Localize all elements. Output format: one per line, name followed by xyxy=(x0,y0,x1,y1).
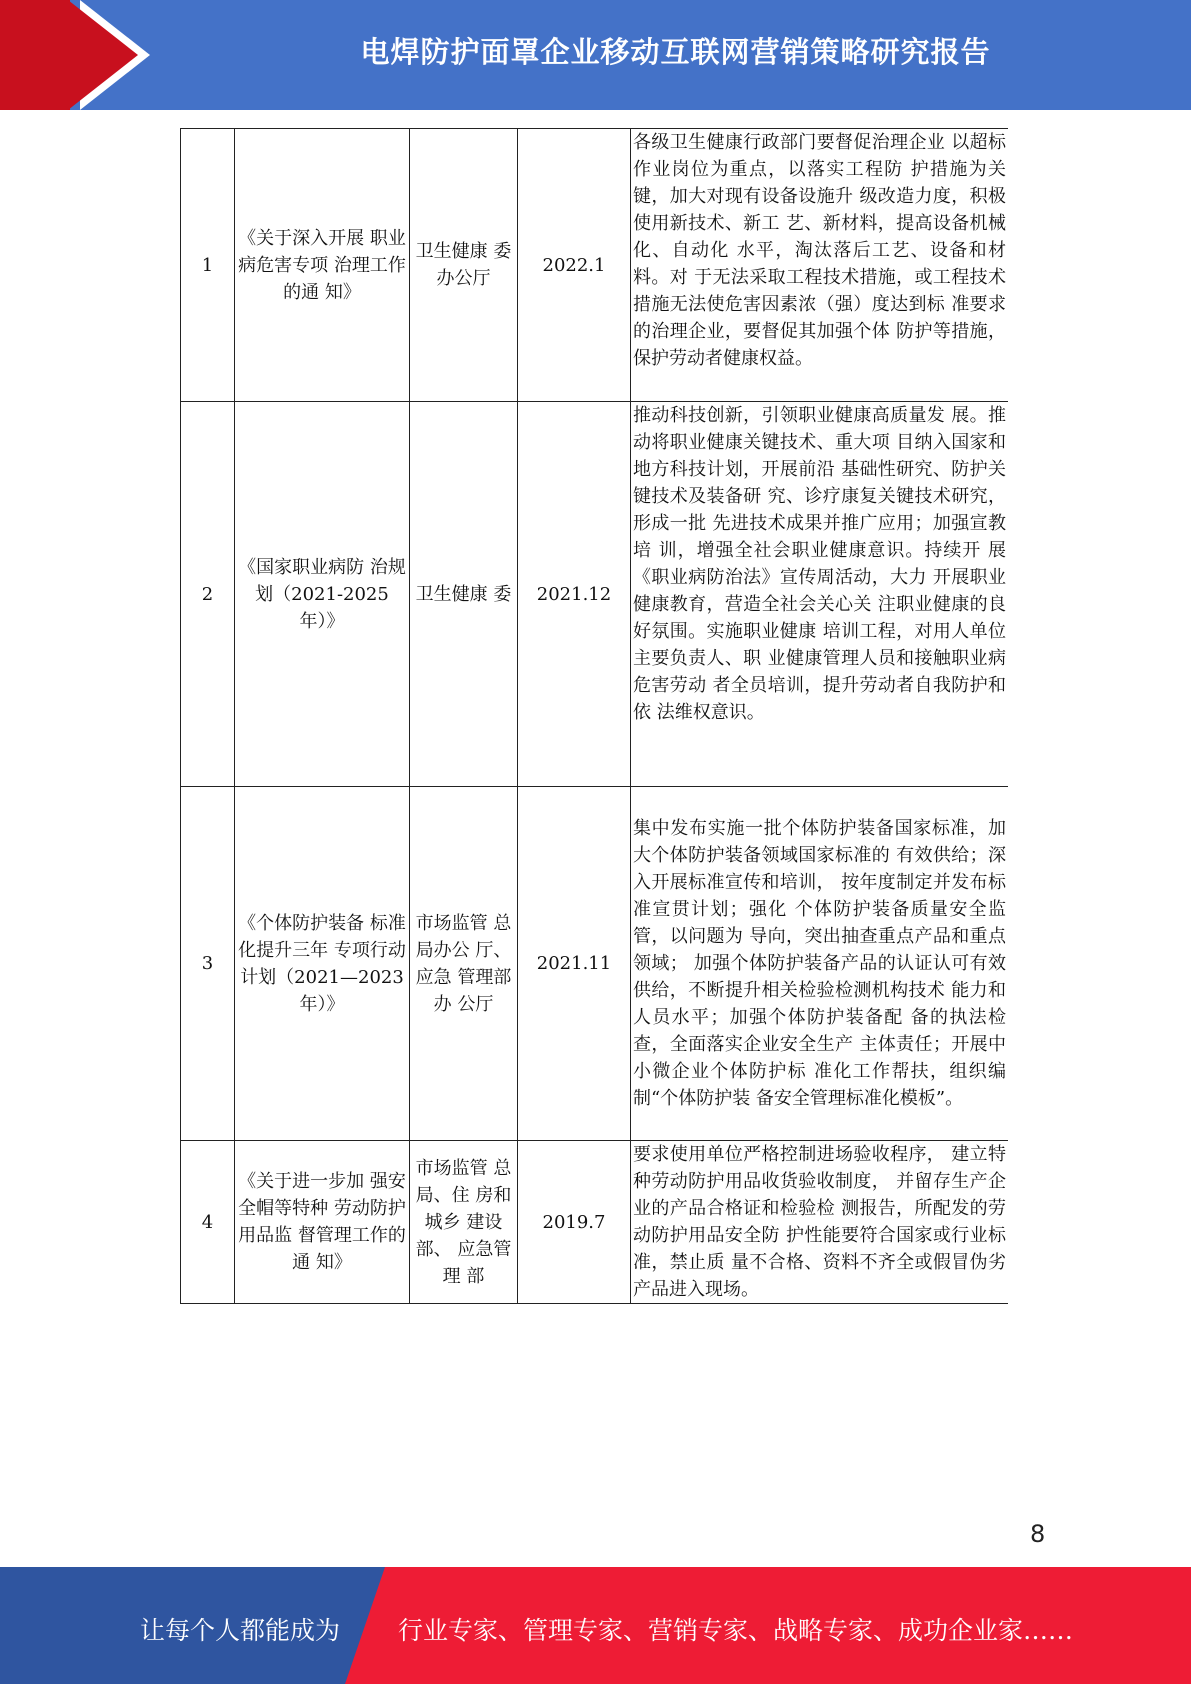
table-row xyxy=(181,402,1009,787)
policy-name: 《个体防护装备 标准化提升三年 专项行动计划（2021—2023 年）》 xyxy=(235,787,410,1141)
policy-content: 各级卫生健康行政部门要督促治理企业 以超标作业岗位为重点，以落实工程防 护措施为关键，加大对现有设备设施升 级改造力度，积极使用新技术、新工 艺、新材料，提高设备机械化、自动化 水平，淘汰落后工艺、设备和材料。对 于无法采取工程技术措施，或工程技术 措施无法使危害因素浓（强）度达到标 准要求的治理企业，要督促其加强个体 防护等措施，保护劳动者健康权益。 xyxy=(631,129,1009,402)
issuing-department: 市场监管 总局、住 房和城乡 建设部、 应急管理 部 xyxy=(410,1141,518,1304)
footer-blue-slant xyxy=(345,1567,385,1684)
issue-date: 2021.12 xyxy=(518,402,631,787)
issuing-department: 市场监管 总局办公 厅、应急 管理部办 公厅 xyxy=(410,787,518,1141)
table-row xyxy=(181,129,1009,402)
page-footer xyxy=(0,1567,1191,1684)
policy-name: 《国家职业病防 治规划（2021-2025 年）》 xyxy=(235,402,410,787)
policy-table xyxy=(180,128,1008,1304)
row-number: 2 xyxy=(181,402,235,787)
issue-date: 2022.1 xyxy=(518,129,631,402)
page-number: 8 xyxy=(1030,1520,1046,1548)
row-number: 1 xyxy=(181,129,235,402)
page-header xyxy=(0,0,1191,110)
table-row xyxy=(181,787,1009,1141)
header-red-block xyxy=(0,0,70,110)
policy-content: 推动科技创新，引领职业健康高质量发 展。推动将职业健康关键技术、重大项 目纳入国家和地方科技计划，开展前沿 基础性研究、防护关键技术及装备研 究、诊疗康复关键技术研究，形成一批 先进技术成果并推广应用；加强宣教培 训，增强全社会职业健康意识。持续开 展《职业病防治法》宣传周活动，大力 开展职业健康教育，营造全社会关心关 注职业健康的良好氛围。实施职业健康 培训工程，对用人单位主要负责人、职 业健康管理人员和接触职业病危害劳动 者全员培训，提升劳动者自我防护和依 法维权意识。 xyxy=(631,402,1009,787)
issue-date: 2019.7 xyxy=(518,1141,631,1304)
footer-slogan-left: 让每个人都能成为 xyxy=(140,1616,341,1645)
issue-date: 2021.11 xyxy=(518,787,631,1141)
row-number: 4 xyxy=(181,1141,235,1304)
policy-content: 要求使用单位严格控制进场验收程序， 建立特种劳动防护用品收货验收制度， 并留存生产企业的产品合格证和检验检 测报告，所配发的劳动防护用品安全防 护性能要符合国家或行业标准，禁止质 量不合格、资料不齐全或假冒伪劣产品进入现场。 xyxy=(631,1141,1009,1304)
table-row xyxy=(181,1141,1009,1304)
policy-name: 《关于进一步加 强安全帽等特种 劳动防护用品监 督管理工作的通 知》 xyxy=(235,1141,410,1304)
issuing-department: 卫生健康 委办公厅 xyxy=(410,129,518,402)
policy-content: 集中发布实施一批个体防护装备国家标准，加大个体防护装备领域国家标准的 有效供给；深入开展标准宣传和培训， 按年度制定并发布标准宣贯计划；强化 个体防护装备质量安全监管，以问题为 导向，突出抽查重点产品和重点领域； 加强个体防护装备产品的认证认可有效 供给，不断提升相关检验检测机构技术 能力和人员水平；加强个体防护装备配 备的执法检查，全面落实企业安全生产 主体责任；开展中小微企业个体防护标 准化工作帮扶，组织编制“个体防护装 备安全管理标准化模板”。 xyxy=(631,787,1009,1141)
report-title: 电焊防护面罩企业移动互联网营销策略研究报告 xyxy=(360,35,991,69)
footer-slogan-right: 行业专家、管理专家、营销专家、战略专家、成功企业家…… xyxy=(398,1616,1074,1645)
policy-name: 《关于深入开展 职业病危害专项 治理工作的通 知》 xyxy=(235,129,410,402)
issuing-department: 卫生健康 委 xyxy=(410,402,518,787)
row-number: 3 xyxy=(181,787,235,1141)
header-chevron-red-icon xyxy=(68,0,138,110)
